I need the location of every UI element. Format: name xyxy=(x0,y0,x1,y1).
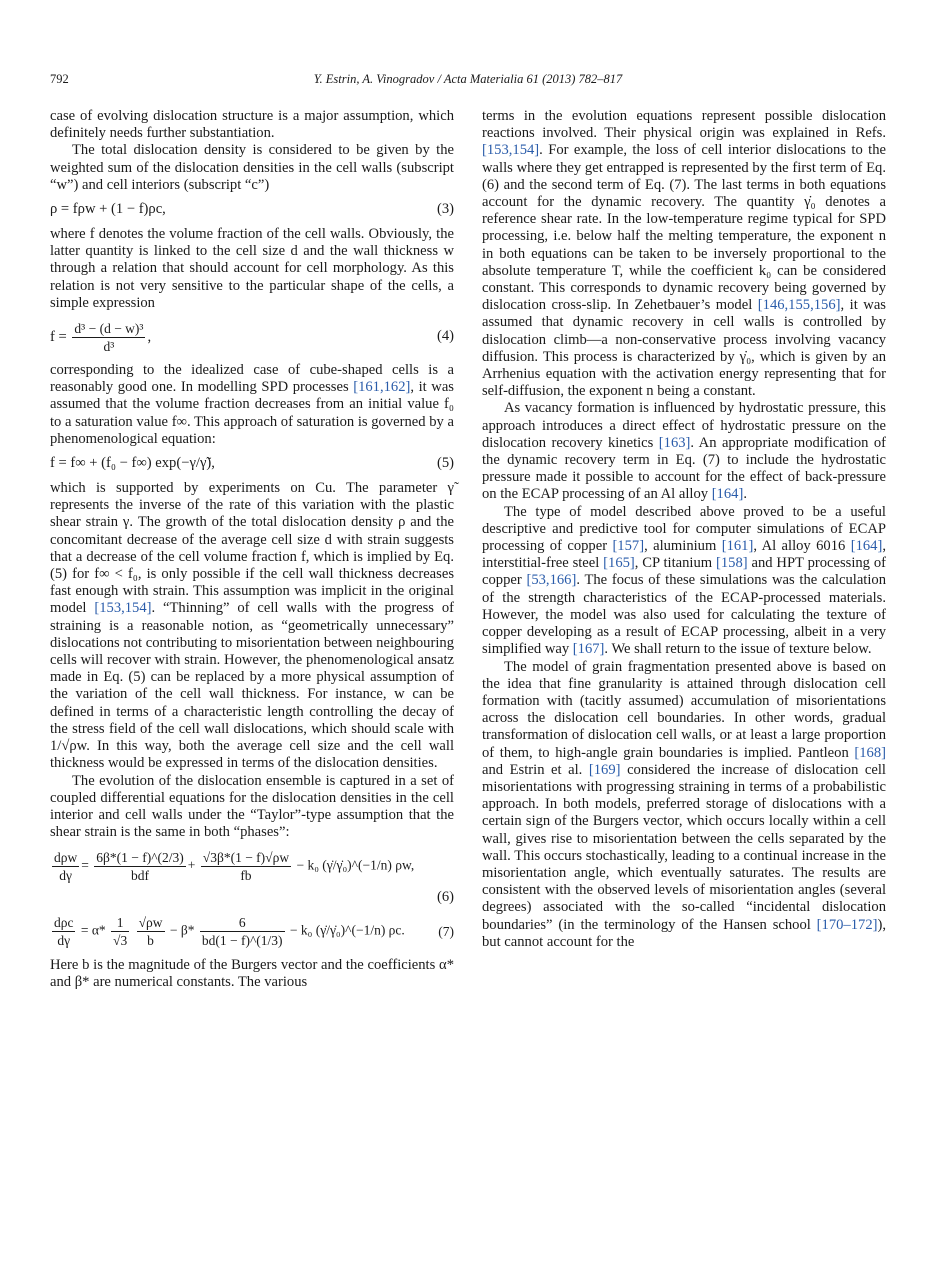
citation-link[interactable]: [167] xyxy=(572,641,605,658)
paragraph: The total dislocation density is considered to be given by the weighted sum of the dislocation densities in the cell walls (subscript “w”) and cell interiors (subscript “c”) xyxy=(50,142,454,193)
left-column xyxy=(50,108,454,991)
paragraph: The type of model described above proved to be a useful descriptive and predictive tool for computer simulations of ECAP processing of copper [157], aluminium [161], Al alloy 6016 [164], interstitial-free steel [165], CP titanium [158] and HPT processing of copper [53,166]. The focus of these simulations was the calculation of the strength characteristics of the ECAP-processed materials. However, the model was also used for calculating the texture of copper developing as a result of ECAP processing, albeit in a very simplified way [167]. We shall return to the issue of texture below. xyxy=(482,503,887,658)
equation-3 xyxy=(50,199,454,221)
citation-link[interactable]: [153,154] xyxy=(482,142,540,159)
equation-number: (4) xyxy=(436,328,454,345)
paragraph: terms in the evolution equations represent possible dislocation reactions involved. Their physical origin was explained in Refs. [153,154]. For example, the loss of cell interior dislocations to the walls where they get entrapped is represented by the first term of Eq. (6) and the second term of Eq. (7). The last terms in both equations account for the dynamic recovery. The quantity γ̇₀ denotes a reference shear rate. In the low-temperature regime typical for SPD processing, i.e. below half the melting temperature, the exponent n in both equations can be taken to be inversely proportional to the absolute temperature T, while the coefficient k₀ can be considered constant. This corresponds to dynamic recovery being governed by dislocation cross-slip. In Zehetbauer’s model [146,155,156], it was assumed that dynamic recovery in cell walls is controlled by dislocation climb—a non-conservative process involving vacancy diffusion. This process is characterized by γ̇₀, which is given by an Arrhenius equation with the activation energy representing that for self-diffusion, the exponent n being a constant. xyxy=(482,108,886,400)
citation-link[interactable]: [165] xyxy=(603,555,635,572)
equation-7: $\frac{\text{dρc}}{d\gamma}$ = α* $\frac{1}{√3}$ $\frac{√\rho w}{b}$ − β* $\frac{6}{bd(1 - f)\^{}(1/3)}$ − k₀ (γ̇/γ̇₀)^(−1/n) ρc. (7) xyxy=(54,915,454,949)
citation-link[interactable]: [161,162] xyxy=(353,379,411,396)
citation-link[interactable]: [163] xyxy=(658,434,691,451)
paragraph: The evolution of the dislocation ensemble is captured in a set of coupled differential equations for the dislocation densities in the cell interior and cell walls under the “Taylor”-type assumption that the shear strain is the same in both “phases”: xyxy=(50,772,454,841)
paragraph: corresponding to the idealized case of cube-shaped cells is a reasonably good one. In modelling SPD processes [161,162], it was assumed that the volume fraction decreases from an initial value f₀ to a saturation value f∞. This approach of saturation is governed by a phenomenological equation: xyxy=(50,362,454,447)
paragraph: which is supported by experiments on Cu. The parameter γ̃ represents the inverse of the rate of this variation with the plastic shear strain γ. The growth of the total dislocation density ρ and the concomitant decrease of the average cell size d with strain suggests that a decrease of the cell volume fraction f, which is implied by Eq. (5) for f∞ < f₀, is only possible if the cell wall thickness decreases fast enough with strain. This assumption was implicit in the original model [153,154]. “Thinning” of cell walls with the progress of straining is a reasonable notion, as “geometrically unnecessary” dislocations not contributing to misorientation between neighbouring cells will recover with strain. However, the phenomenological ansatz made in Eq. (5) can be replaced by a more physical assumption of the variation of the cell wall thickness. For instance, w can be defined in terms of a characteristic length controlling the decay of the stress field of the cell wall dislocations, which should scale with 1/√ρw. In this way, both the average cell size and the cell wall thickness would be expressed in terms of the dislocation densities. xyxy=(50,480,454,772)
citation-link[interactable]: [157] xyxy=(612,538,645,555)
page-number: 792 xyxy=(50,72,69,86)
denominator: d³ xyxy=(103,338,115,354)
page-header xyxy=(50,72,886,92)
equation-body: ρ = fρw + (1 − f)ρc, xyxy=(50,201,166,218)
paragraph: As vacancy formation is influenced by hydrostatic pressure, this approach introduces a direct effect of hydrostatic pressure on the dislocation recovery kinetics [163]. An appropriate modification of the dynamic recovery term in Eq. (7) to include the hydrostatic pressure made it possible to account for the effect of back-pressure on the ECAP processing of an Al alloy [164]. xyxy=(482,400,886,503)
citation-link[interactable]: [168] xyxy=(854,744,886,761)
equation-lhs: f = xyxy=(50,328,67,345)
citation-link[interactable]: [169] xyxy=(588,761,621,778)
citation-link[interactable]: [146,155,156] xyxy=(757,297,841,314)
equation-number: (3) xyxy=(436,201,454,218)
right-column xyxy=(482,108,886,951)
paragraph: Here b is the magnitude of the Burgers vector and the coefficients α* and β* are numerical constants. The various xyxy=(50,956,454,990)
running-head: Y. Estrin, A. Vinogradov / Acta Materialia 61 (2013) 782–817 xyxy=(313,72,623,86)
citation-link[interactable]: [53,166] xyxy=(526,572,577,589)
equation-5 xyxy=(50,453,454,475)
equation-number: (5) xyxy=(436,455,454,472)
equation-number: (7) xyxy=(438,923,454,939)
citation-link[interactable]: [170–172] xyxy=(816,916,878,933)
fraction xyxy=(72,321,145,354)
equation-6: $\frac{\text{dρw}}{d\gamma}$ = $\frac{6\beta*(1 - f)\^{}(2/3)}{\text{bdf}}$ + $\frac{√3\beta*(1 - f)√\rho w}{fb}$ − k₀ (γ̇/γ̇₀)^(−1/n) ρw, xyxy=(54,849,415,883)
paragraph: case of evolving dislocation structure is a major assumption, which definitely needs further substantiation. xyxy=(50,108,454,142)
citation-link[interactable]: [153,154] xyxy=(94,600,152,617)
citation-link[interactable]: [164] xyxy=(850,538,883,555)
equation-number: (6) xyxy=(436,889,454,906)
equation-body: f = f∞ + (f₀ − f∞) exp(−γ/γ̃), xyxy=(50,455,215,472)
citation-link[interactable]: [158] xyxy=(715,555,748,572)
citation-link[interactable]: [161] xyxy=(721,538,754,555)
paragraph: The model of grain fragmentation presented above is based on the idea that fine granularity is attained through dislocation cell formation with (tacitly assumed) accumulation of misorientations across the dislocation cell boundaries. In other words, gradual transformation of dislocation cell walls, or at least a large proportion of them, to high-angle grain boundaries is implied. Pantleon [168] and Estrin et al. [169] considered the increase of dislocation cell misorientations with progressing straining in terms of a probabilistic approach. In both models, preferred storage of dislocations with a certain sign of the Burgers vector, which occurs locally within a cell wall, gives rise to misorientation between the cells separated by the wall. This occurs stochastically, leading to a continual increase in the misorientation angle, which eventually saturates. The results are consistent with the observed levels of misorientation angles (several degrees) associated with the so-called “incidental dislocation boundaries” (in the terminology of the Hansen school [170–172]), but cannot account for the xyxy=(482,658,886,950)
paragraph: where f denotes the volume fraction of the cell walls. Obviously, the latter quantity is linked to the cell size d and the wall thickness w through a relation that should account for cell morphology. As this relation is not very sensitive to the particular shape of the cells, a simple expression xyxy=(50,226,454,311)
citation-link[interactable]: [164] xyxy=(711,486,744,503)
numerator: d³ − (d − w)³ xyxy=(74,320,144,336)
equation-4: f = $\frac{\text{d³ − (d − w)³}}{\text{d³}}$ , (4) xyxy=(50,320,454,354)
